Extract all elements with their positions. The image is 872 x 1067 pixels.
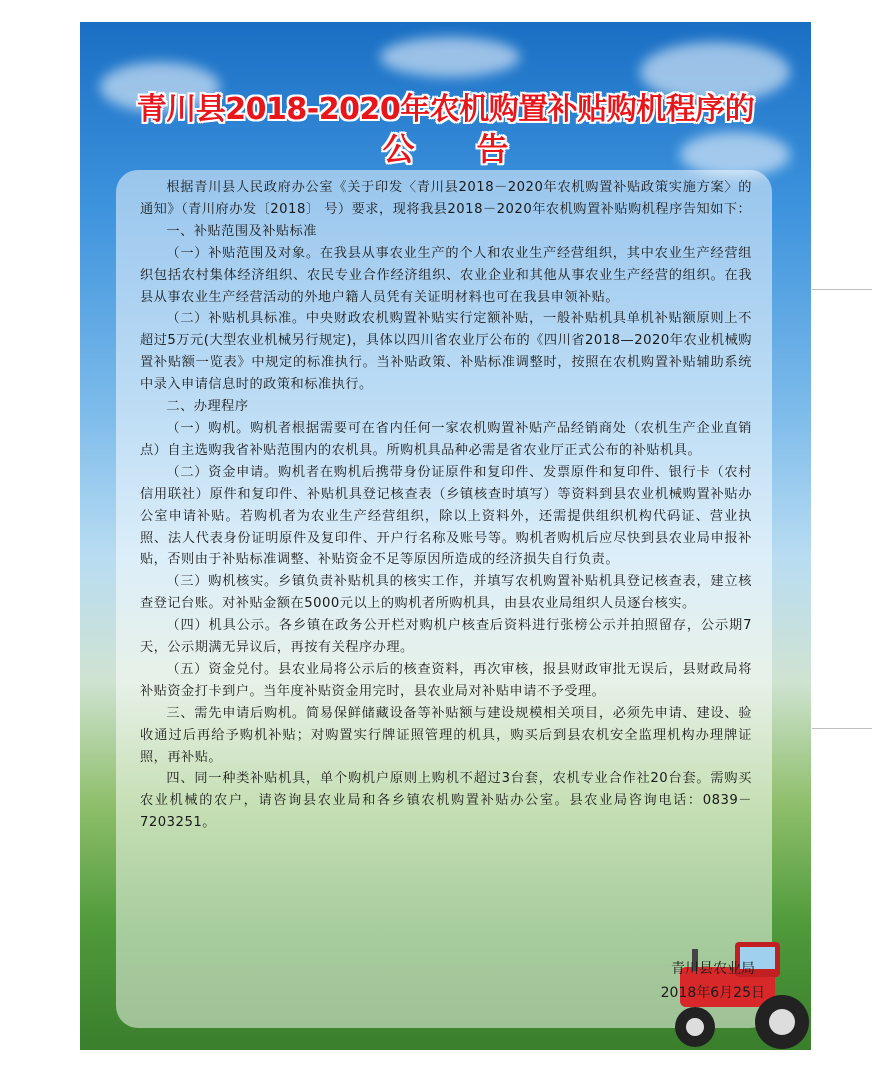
paragraph: （一）购机。购机者根据需要可在省内任何一家农机购置补贴产品经销商处（农机生产企业直销点）自主选购我省补贴范围内的农机具。所购机具品种必需是省农业厅正式公布的补贴机具。	[140, 420, 752, 458]
paragraph: （二）资金申请。购机者在购机后携带身份证原件和复印件、发票原件和复印件、银行卡（农村信用联社）原件和复印件、补贴机具登记核查表（乡镇核查时填写）等资料到县农业机械购置补贴办公室申请补贴。若购机者为农业生产经营组织，除以上资料外，还需提供组织机构代码证、营业执照、法人代表身份证明原件及复印件、开户行名称及账号等。购机者购机后应尽快到县农业局申报补贴，否则由于补贴标准调整、补贴资金不足等原因所造成的经济损失自行负责。	[140, 464, 752, 568]
page-title: 青川县2018-2020年农机购置补贴购机程序的	[136, 92, 755, 127]
announcement-poster	[80, 22, 811, 1050]
right-edge-line-top	[812, 289, 872, 290]
paragraph: （四）机具公示。各乡镇在政务公开栏对购机户核查后资料进行张榜公示并拍照留存，公示期7天，公示期满无异议后，再按有关程序办理。	[140, 618, 752, 656]
paragraph: 三、需先申请后购机。简易保鲜储藏设备等补贴额与建设规模相关项目，必须先申请、建设、验收通过后再给予购机补贴；对购置实行牌证照管理的机具，购买后到县农机安全监理机构办理牌证照，再补贴。	[140, 705, 752, 765]
section-heading: 一、补贴范围及补贴标准	[166, 223, 317, 239]
announcement-body	[140, 177, 752, 834]
paragraph: （五）资金兑付。县农业局将公示后的核查资料，再次审核，报县财政审批无误后，县财政局将补贴资金打卡到户。当年度补贴资金用完时，县农业局对补贴申请不予受理。	[140, 661, 752, 699]
page-title-subtitle: 公告	[382, 130, 571, 168]
section-heading: 二、办理程序	[166, 399, 249, 415]
right-edge-line-bottom	[812, 728, 872, 729]
paragraph: 四、同一种类补贴机具，单个购机户原则上购机不超过3台套，农机专业合作社20台套。需购买农业机械的农户，请咨询县农业局和各乡镇农机购置补贴办公室。县农业局咨询电话：0839－7203251。	[140, 771, 752, 831]
paragraph: （三）购机核实。乡镇负责补贴机具的核实工作，并填写农机购置补贴机具登记核查表，建立核查登记台账。对补贴金额在5000元以上的购机者所购机具，由县农业局组织人员逐台核实。	[140, 574, 752, 612]
cloud-decoration	[380, 37, 520, 77]
paragraph: 根据青川县人民政府办公室《关于印发〈青川县2018－2020年农机购置补贴政策实施方案〉的通知》（青川府办发〔2018〕 号）要求，现将我县2018－2020年农机购置补贴购机程序告知如下：	[140, 180, 752, 217]
paragraph: （一）补贴范围及对象。在我县从事农业生产的个人和农业生产经营组织，其中农业生产经营组织包括农村集体经济组织、农民专业合作经济组织、农业企业和其他从事农业生产经营的组织。在我县从事农业生产经营活动的外地户籍人员凭有关证明材料也可在我县申领补贴。	[140, 245, 752, 305]
signature-org: 青川县农业局	[671, 961, 755, 977]
paragraph: （二）补贴机具标准。中央财政农机购置补贴实行定额补贴，一般补贴机具单机补贴额原则上不超过5万元(大型农业机械另行规定)，具体以四川省农业厅公布的《四川省2018—2020年农业机械购置补贴额一览表》中规定的标准执行。当补贴政策、补贴标准调整时，按照在农机购置补贴辅助系统中录入申请信息时的政策和标准执行。	[140, 311, 752, 393]
signature-date: 2018年6月25日	[660, 985, 765, 1001]
